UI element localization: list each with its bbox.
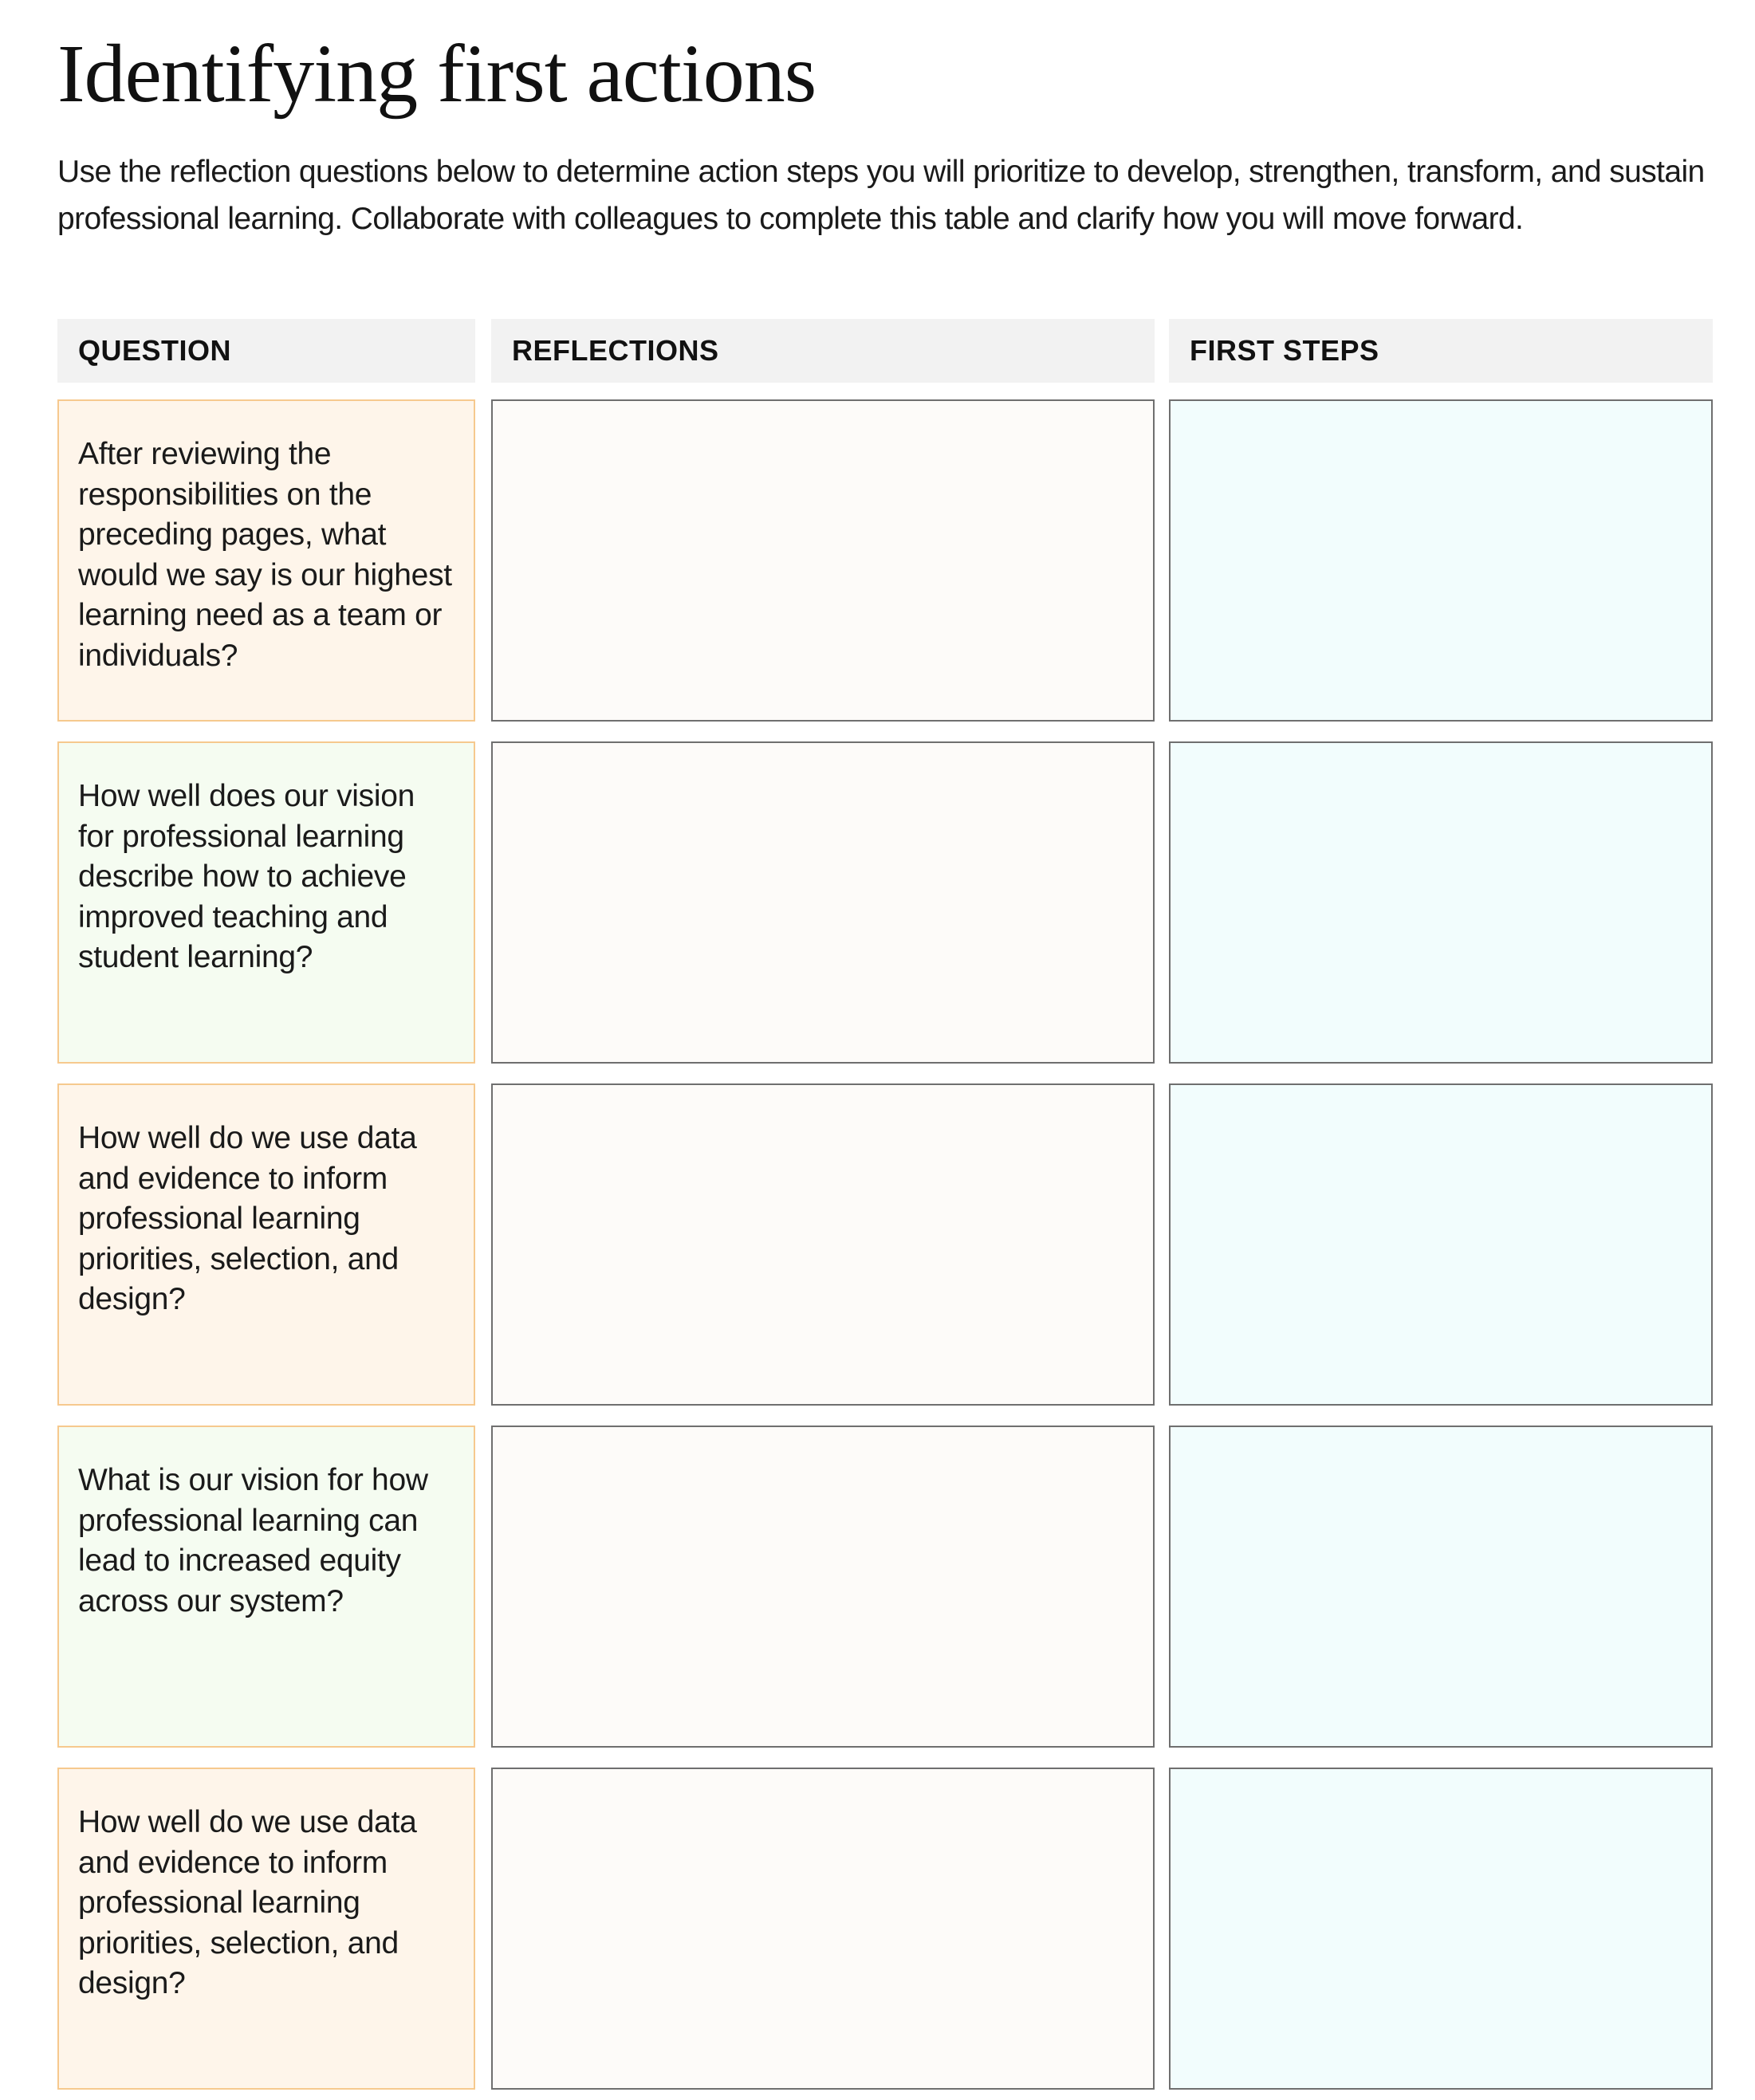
question-cell-2: How well does our vision for professional learning describe how to achieve improved teaching and student learning? [57, 741, 475, 1064]
first-steps-field-2[interactable] [1169, 741, 1713, 1064]
question-cell-3: How well do we use data and evidence to inform professional learning priorities, selection, and design? [57, 1083, 475, 1406]
header-question: QUESTION [57, 319, 475, 383]
first-steps-field-3[interactable] [1169, 1083, 1713, 1406]
header-reflections: REFLECTIONS [491, 319, 1155, 383]
header-first-steps: FIRST STEPS [1169, 319, 1713, 383]
reflections-field-4[interactable] [491, 1426, 1155, 1748]
reflections-field-1[interactable] [491, 399, 1155, 722]
question-cell-5: How well do we use data and evidence to inform professional learning priorities, selection, and design? [57, 1768, 475, 2090]
reflections-field-5[interactable] [491, 1768, 1155, 2090]
intro-paragraph: Use the reflection questions below to determine action steps you will prioritize to develop, strengthen, transform, and sustain professional learning. Collaborate with colleagues to complete this table and clarify how you will move forward. [57, 155, 1705, 236]
first-steps-field-4[interactable] [1169, 1426, 1713, 1748]
reflections-field-3[interactable] [491, 1083, 1155, 1406]
first-steps-field-1[interactable] [1169, 399, 1713, 722]
question-cell-1: After reviewing the responsibilities on the preceding pages, what would we say is our highest learning need as a team or individuals? [57, 399, 475, 722]
reflections-field-2[interactable] [491, 741, 1155, 1064]
page-title: Identifying first actions [57, 28, 817, 120]
first-steps-field-5[interactable] [1169, 1768, 1713, 2090]
question-cell-4: What is our vision for how professional learning can lead to increased equity across our system? [57, 1426, 475, 1748]
